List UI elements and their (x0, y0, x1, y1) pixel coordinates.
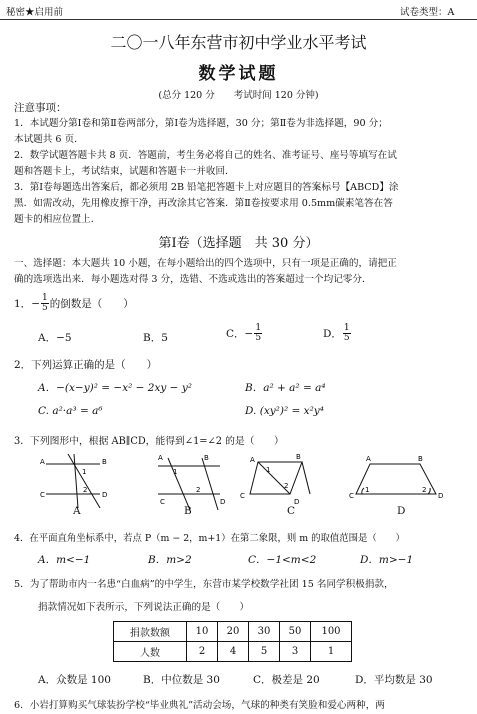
fraction-numerator: 1 (42, 293, 48, 303)
angle-2-label: 2 (83, 486, 88, 494)
notes-line: 题卡的相应位置上． (14, 214, 101, 225)
question-1-stem (14, 294, 134, 313)
label-a: A (158, 454, 163, 462)
secret-label: 秘密★启用前 (6, 7, 64, 18)
q5-option-d: D．平均数是 30 (355, 674, 433, 686)
q2-option-b: B．a² + a² = a⁴ (245, 382, 326, 394)
minus-sign: − (244, 327, 254, 340)
label-d: D (220, 498, 226, 506)
angle-1-label: 1 (173, 468, 178, 476)
label-b: B (204, 454, 209, 462)
question-text: 的倒数是（ ） (49, 298, 134, 310)
label-a: A (250, 456, 255, 464)
q5-option-c: C．极差是 20 (253, 674, 320, 686)
option-label: D． (323, 328, 342, 340)
figure-c (250, 462, 310, 494)
quadrilateral (250, 462, 302, 494)
angle-2-label: 2 (422, 486, 427, 494)
q3-option-a-label: A (73, 505, 81, 517)
q3-option-c-label: C (287, 505, 296, 517)
fraction-numerator: 1 (343, 323, 350, 333)
notes-line: 题和答题卡上，考试结束，试题和答题卡一并收回． (14, 166, 235, 177)
angle-1-label: 1 (365, 486, 370, 494)
label-d: D (294, 498, 300, 506)
q1-option-c (226, 324, 263, 343)
label-c: C (160, 498, 165, 506)
label-b: B (418, 455, 423, 463)
table-cell: 10 (187, 622, 218, 642)
table-row (114, 622, 352, 642)
q5-option-a: A．众数是 100 (38, 674, 111, 686)
fraction-denominator: 5 (42, 303, 48, 313)
question-3-stem: 3．下列图形中，根据 AB∥CD，能得到∠1=∠2 的是（ ） (14, 436, 284, 447)
label-a: A (366, 455, 371, 463)
header-rule (0, 19, 477, 20)
section-intro-line: 确的选项选出来．每小题选对得 3 分，选错、不选或选出的答案超过一个均记零分． (14, 274, 372, 285)
subject-title: 数学试题 (198, 64, 279, 84)
fraction (343, 324, 351, 343)
table-cell: 4 (218, 642, 249, 662)
table-row (114, 642, 352, 662)
label-d: D (438, 492, 444, 500)
q5-option-b: B．中位数是 30 (143, 674, 220, 686)
extension (302, 462, 310, 494)
question-5-stem-cont: 捐款情况如下表所示，下列说法正确的是（ ） (38, 602, 250, 613)
label-b: B (102, 458, 107, 466)
fraction-denominator: 5 (255, 333, 262, 343)
q4-option-d: D．m>−1 (360, 554, 414, 566)
label-c: C (240, 492, 245, 500)
fraction (41, 294, 49, 313)
notes-line: 本试题共 6 页． (14, 134, 84, 145)
question-6-stem: 6．小岩打算购买气球装扮学校“毕业典礼”活动会场，气球的种类有笑脸和爱心两种，两 (14, 700, 385, 711)
fraction-numerator: 1 (255, 323, 262, 333)
figure-b (158, 458, 220, 510)
transversal-2 (68, 454, 100, 508)
angle-arc-1 (362, 488, 364, 494)
notes-line: 黑．如需改动，先用橡皮擦干净，再改涂其它答案．第Ⅱ卷按要求用 0.5mm碳素笔答在答 (14, 198, 393, 209)
q4-option-a: A．m<−1 (38, 554, 91, 566)
table-cell: 30 (249, 622, 280, 642)
q2-option-c: C. a²·a³ = a⁶ (38, 405, 103, 417)
table-cell: 1 (311, 642, 352, 662)
table-cell: 50 (280, 622, 311, 642)
q2-option-a: A．−(x−y)² = −x² − 2xy − y² (38, 382, 192, 394)
transversal (74, 454, 78, 508)
option-label: C． (226, 328, 245, 340)
exam-title: 二〇一八年东营市初中学业水平考试 (110, 33, 367, 52)
q1-option-b: B．5 (143, 332, 168, 344)
label-b: B (296, 453, 301, 461)
q3-option-b-label: B (184, 505, 192, 517)
question-5-stem: 5．为了帮助市内一名患“白血病”的中学生，东营市某学校数学社团 15 名同学积极捐款， (14, 579, 394, 590)
notes-heading: 注意事项： (14, 102, 67, 114)
q1-option-a: A．−5 (38, 332, 72, 344)
angle-1-label: 1 (266, 466, 271, 474)
question-2-stem: 2．下列运算正确的是（ ） (14, 359, 158, 371)
label-d: D (102, 491, 108, 499)
fraction-denominator: 5 (343, 333, 350, 343)
q1-option-d (323, 324, 352, 343)
part-title: 第Ⅰ卷（选择题 共 30 分） (158, 236, 319, 251)
donation-table (113, 621, 352, 662)
q3-option-d-label: D (397, 505, 406, 517)
table-cell: 人数 (114, 642, 187, 662)
exam-meta: (总分 120 分 考试时间 120 分钟) (158, 90, 319, 101)
label-a: A (40, 458, 45, 466)
q4-option-b: B．m>2 (148, 554, 192, 566)
table-cell: 捐款数额 (114, 622, 187, 642)
minus-sign: − (31, 297, 40, 310)
section-intro-line: 一、选择题：本大题共 10 小题，在每小题给出的四个选项中，只有一项是正确的，请把正 (14, 258, 397, 269)
table-cell: 100 (311, 622, 352, 642)
paper-type-label: 试卷类型：A (400, 7, 455, 18)
angle-arc-2 (428, 488, 430, 494)
fraction (254, 324, 262, 343)
table-cell: 3 (280, 642, 311, 662)
angle-2-label: 2 (196, 486, 201, 494)
question-number: 1． (14, 298, 32, 310)
table-cell: 5 (249, 642, 280, 662)
notes-line: 1．本试题分第Ⅰ卷和第Ⅱ卷两部分，第Ⅰ卷为选择题，30 分；第Ⅱ卷为非选择题，90 分； (14, 118, 388, 129)
angle-1-label: 1 (82, 468, 87, 476)
angle-2-label: 2 (284, 482, 289, 490)
table-cell: 20 (218, 622, 249, 642)
notes-line: 3．第Ⅰ卷每题选出答案后，都必须用 2B 铅笔把答题卡上对应题目的答案标号【ABCD】涂 (14, 182, 399, 193)
notes-line: 2．数学试题答题卡共 8 页．答题前，考生务必将自己的姓名、准考证号、座号等填写在试 (14, 150, 397, 161)
q4-option-c: C．−1<m<2 (248, 554, 317, 566)
figure-a (46, 454, 100, 508)
label-c: C (40, 491, 45, 499)
table-cell: 2 (187, 642, 218, 662)
label-c: C (349, 492, 354, 500)
q2-option-d: D. (xy²)² = x²y⁴ (245, 405, 324, 417)
question-4-stem: 4．在平面直角坐标系中，若点 P（m − 2，m+1）在第二象限，则 m 的取值范围是（ ） (14, 533, 405, 544)
